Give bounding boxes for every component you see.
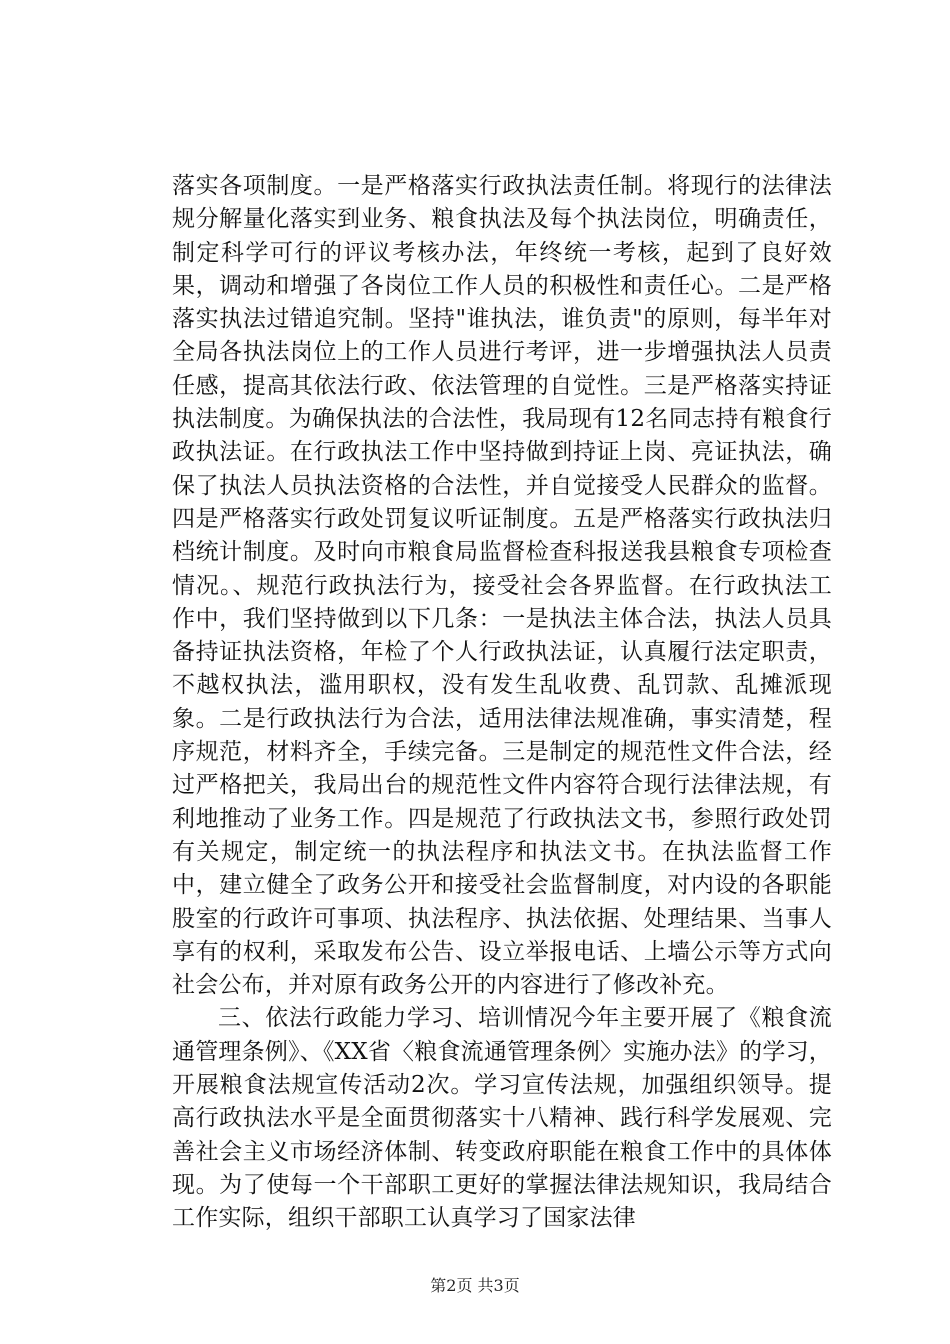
page-footer: 第2页 共3页 bbox=[430, 1276, 520, 1295]
document-body bbox=[172, 170, 832, 1236]
paragraph-2: 三、依法行政能力学习、培训情况今年主要开展了《粮食流通管理条例》、《XX省〈粮食流通管理条例〉实施办法》的学习，开展粮食法规宣传活动2次。学习宣传法规，加强组织领导。提高行政执法水平是全面贯彻落实十八精神、践行科学发展观、完善社会主义市场经济体制、转变政府职能在粮食工作中的具体体现。为了使每一个干部职工更好的掌握法律法规知识，我局结合工作实际，组织干部职工认真学习了国家法律 bbox=[172, 1005, 832, 1232]
paragraph-1: 落实各项制度。一是严格落实行政执法责任制。将现行的法律法规分解量化落实到业务、粮食执法及每个执法岗位，明确责任，制定科学可行的评议考核办法，年终统一考核，起到了良好效果，调动和增强了各岗位工作人员的积极性和责任心。二是严格落实执法过错追究制。坚持"谁执法，谁负责"的原则，每半年对全局各执法岗位上的工作人员进行考评，进一步增强执法人员责任感，提高其依法行政、依法管理的自觉性。三是严格落实持证执法制度。为确保执法的合法性，我局现有12名同志持有粮食行政执法证。在行政执法工作中坚持做到持证上岗、亮证执法，确保了执法人员执法资格的合法性，并自觉接受人民群众的监督。四是严格落实行政处罚复议听证制度。五是严格落实行政执法归档统计制度。及时向市粮食局监督检查科报送我县粮食专项检查情况。、规范行政执法行为，接受社会各界监督。在行政执法工作中，我们坚持做到以下几条：一是执法主体合法，执法人员具备持证执法资格，年检了个人行政执法证，认真履行法定职责，不越权执法，滥用职权，没有发生乱收费、乱罚款、乱摊派现象。二是行政执法行为合法，适用法律法规准确，事实清楚，程序规范，材料齐全，手续完备。三是制定的规范性文件合法，经过严格把关，我局出台的规范性文件内容符合现行法律法规，有利地推动了业务工作。四是规范了行政执法文书，参照行政处罚有关规定，制定统一的执法程序和执法文书。在执法监督工作中，建立健全了政务公开和接受社会监督制度，对内设的各职能股室的行政许可事项、执法程序、执法依据、处理结果、当事人享有的权利，采取发布公告、设立举报电话、上墙公示等方式向社会公布，并对原有政务公开的内容进行了修改补充。 bbox=[172, 173, 832, 999]
